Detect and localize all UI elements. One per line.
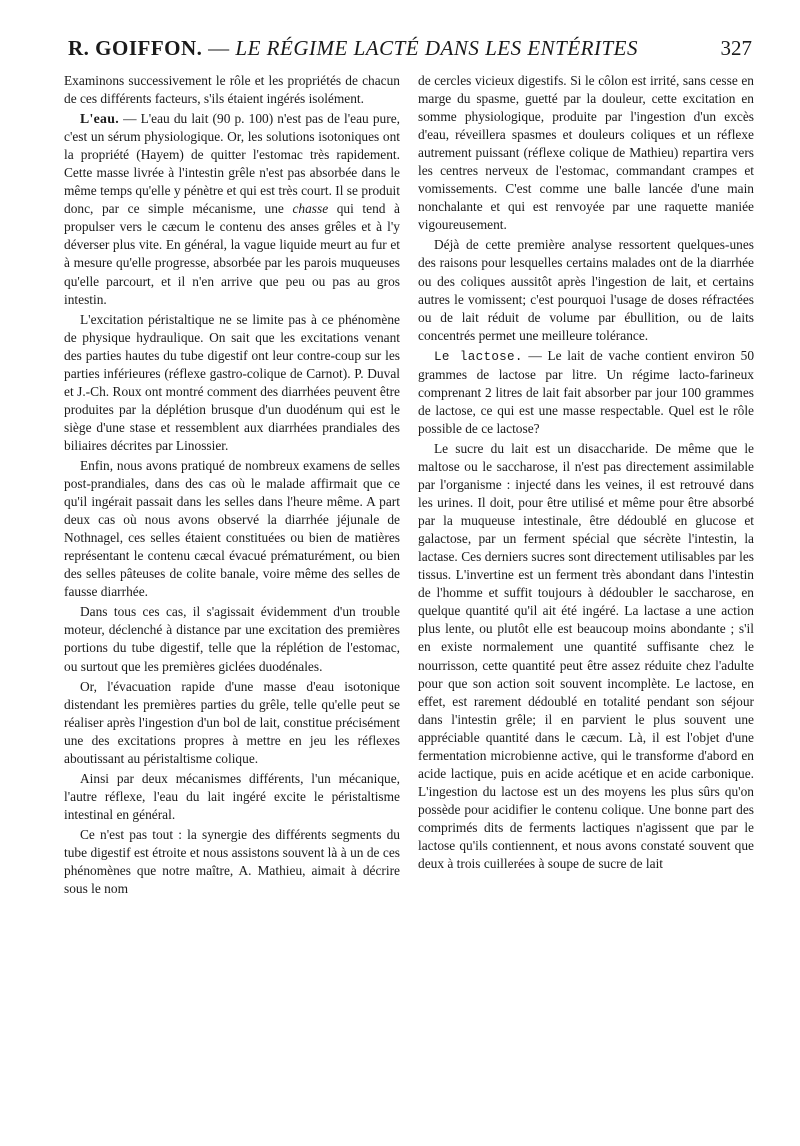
left-paragraph-2: [64, 110, 400, 309]
left-paragraph-3: L'excitation péristaltique ne se limite pas à ce phénomène de physique hydraulique. On sait que les excitations venant des parties hautes du tube digestif ont leur contre-coup sur les parties inférieures (réflexe gastro-colique de Carnot). P. Duval et J.-Ch. Roux ont montré comment des diarrhées peuvent être produites par la déplétion brusque d'un duodénum qui est le siège d'une stase et ressemblent aux diarrhées prandiales des biliaires décrites par Linossier.: [64, 311, 400, 453]
section-lead-eau: L'eau.: [80, 111, 119, 127]
header-title: LE RÉGIME LACTÉ DANS LES ENTÉRITES: [235, 36, 639, 60]
running-title: [68, 36, 638, 61]
page-number: 327: [720, 36, 752, 60]
left-column: [64, 72, 400, 1136]
left-paragraph-4: Enfin, nous avons pratiqué de nombreux examens de selles post-prandiales, dans des cas où le malade affirmait que ce qu'il ingérait passait dans les selles dans l'heure même. A part deux cas où nous avons observé la diarrhée jéjunale de Nothnagel, ces selles étaient constituées ou bien de matières représentant le contenu cæcal évacué prématurément, ou bien des selles pâteuses de colite banale, voire même des selles de fausse diarrhée.: [64, 457, 400, 600]
left-paragraph-1: Examinons successivement le rôle et les propriétés de chacun de ces différents facteurs, s'ils étaient ingérés isolément.: [64, 73, 400, 107]
running-header: [68, 36, 752, 66]
header-author: R. GOIFFON.: [68, 36, 203, 60]
left-paragraph-5: Dans tous ces cas, il s'agissait évidemment d'un trouble moteur, déclenché à distance par une excitation des premières portions du tube digestif, telle que la réplétion de l'estomac, ou surtout que les premières giclées duodénales.: [64, 604, 400, 674]
left-paragraph-2-text-end: qui tend à propulser vers le cæcum le contenu des anses grêles et à l'y déverser plus vite. En général, la vague liquide meurt au fur et à mesure qu'elle progresse, absorbée par les parois muqueuses qu'elle parcourt, et il n'en arrive que peu ou pas au gros intestin.: [64, 201, 400, 307]
left-paragraph-6: Or, l'évacuation rapide d'une masse d'eau isotonique distendant les premières parties du grêle, telle qu'elle peut se réaliser après l'ingestion d'un bol de lait, constitue précisément une des excitations propres à mettre en jeu les réflexes aboutissant au péristaltisme colique.: [64, 678, 400, 766]
left-paragraph-7: Ainsi par deux mécanismes différents, l'un mécanique, l'autre réflexe, l'eau du lait ingéré excite le péristaltisme intestinal en général.: [64, 770, 400, 822]
left-paragraph-2-text: — L'eau du lait (90 p. 100) n'est pas de l'eau pure, c'est un sérum physiologique. Or, les solutions isotoniques ont la propriété (Hayem) de quitter l'estomac très rapidement. Cette masse livrée à l'intestin grêle n'est pas absorbée dans le même temps qu'elle y pénètre et qui est très court. Il se produit donc, par ce simple mécanisme, une: [64, 111, 400, 217]
right-paragraph-3-text: — Le lait de vache contient environ 50 grammes de lactose par litre. Un régime lacto-farineux comprenant 2 litres de lait fait absorber par jour 100 grammes de lactose, ce qui est une masse respectable. Quel est le rôle possible de ce lactose?: [418, 347, 754, 436]
right-paragraph-2: Déjà de cette première analyse ressortent quelques-unes des raisons pour lesquelles certains malades ont de la diarrhée ou des coliques aussitôt après l'ingestion de lait, et certains autres le vomissent; c'est pourquoi l'usage de doses réfractées ou de lait réduit de volume par ébullition, ou de laits concentrés permet une meilleure tolérance.: [418, 237, 754, 343]
left-paragraph-8: Ce n'est pas tout : la synergie des différents segments du tube digestif est étroite et nous assistons souvent là à un de ces phénomènes que notre maître, A. Mathieu, aimait à décrire sous le nom: [64, 826, 400, 897]
emphasis-chasse: chasse: [292, 201, 329, 217]
right-column: [418, 72, 754, 1136]
right-paragraph-3: [418, 347, 754, 438]
right-paragraph-4: Le sucre du lait est un disaccharide. De même que le maltose ou le saccharose, il n'est pas directement assimilable par l'organisme : injecté dans les veines, il est retrouvé dans les urines. Il doit, pour être utilisé et même pour être absorbé par la muqueuse intestinale, être dédoublé en glucose et galactose, par un ferment spécial que sécrète l'intestin, la lactase. Ces derniers sucres sont directement utilisables par les tissus. L'invertine est un ferment très abondant dans l'intestin de l'homme et suffit toujours à dédoubler le saccharose, en quelque quantité qu'il ait été ingéré. La lactase a une action plus lente, ou plutôt elle est beaucoup moins abondante ; s'il en existe normalement une quantité suffisante chez le nourrisson, cette quantité peut être assez réduite chez l'adulte pour que son action soit souvent incomplète. Le lactose, en effet, est rarement dédoublé en totalité pendant son séjour dans l'intestin grêle; il en parvient le plus souvent une appréciable quantité dans le cæcum. Là, il est l'objet d'une fermentation microbienne active, qui le transforme d'abord en acide lactique, puis en acide acétique et en acide carbonique. L'ingestion du lactose est un des moyens les plus sûrs qu'on possède pour acidifier le contenu colique. Une bonne part des comprimés dits de ferments lactiques n'agissent que par le lactose qu'ils contiennent, et nous avons constaté souvent que deux à trois cuillerées à soupe de sucre de lait: [418, 440, 754, 872]
text-body: [64, 72, 754, 1136]
right-paragraph-1: de cercles vicieux digestifs. Si le côlon est irrité, sans cesse en marge du spasme, guetté par la douleur, cette excitation en somme physiologique, produite par l'ingestion d'un excès d'eau, réveillera spasmes et douleurs coliques et un réflexe autrement puissant (réflexe colique de Mathieu) repartira vers les centres nerveux de l'estomac, commandant crampes et vomissements. C'est comme une balle lancée d'une main nonchalante et qui est renvoyée par une raquette maniée vigoureusement.: [418, 73, 754, 233]
section-lead-lactose: Le lactose.: [434, 349, 523, 364]
header-dash: —: [202, 36, 236, 60]
